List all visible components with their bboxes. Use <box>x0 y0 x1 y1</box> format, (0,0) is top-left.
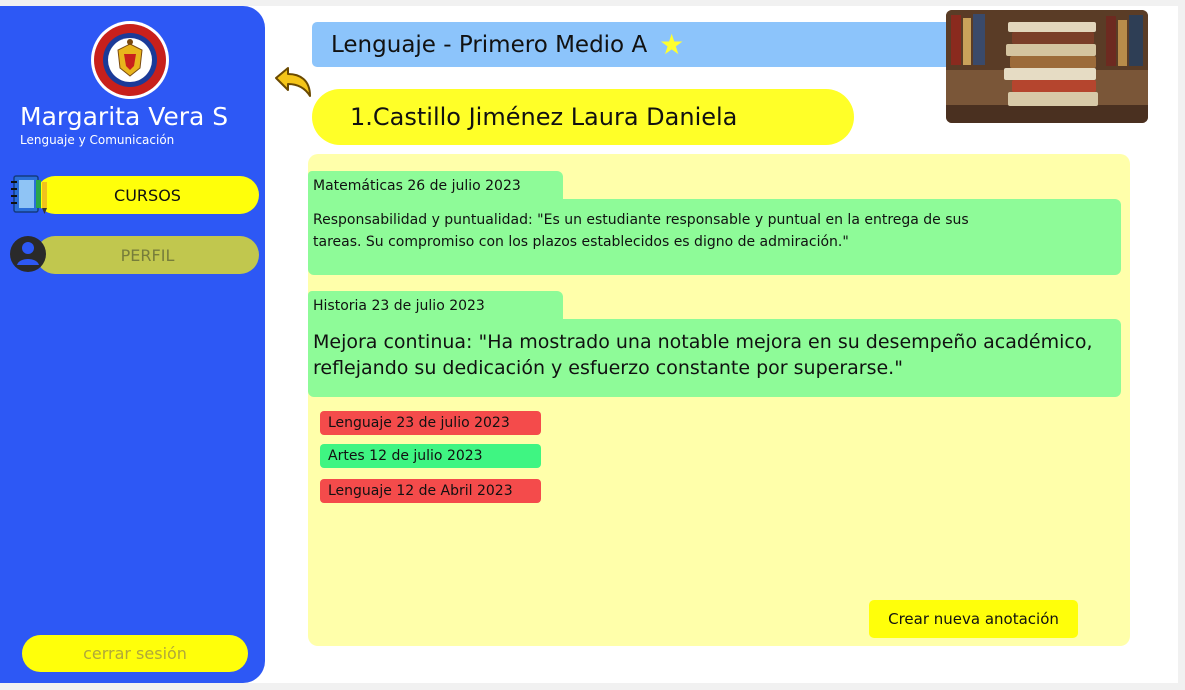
profile-button[interactable]: PERFIL <box>36 236 259 274</box>
notebook-pencil-icon <box>8 172 50 216</box>
books-image <box>946 10 1148 123</box>
note-tag-label: Lenguaje 23 de julio 2023 <box>328 415 510 431</box>
back-arrow-icon[interactable] <box>272 66 314 100</box>
sidebar <box>0 6 265 683</box>
note-text: Responsabilidad y puntualidad: "Es un estudiante responsable y puntual en la entrega de sus tareas. Su compromiso con los plazos establecidos es digno de admiración." <box>313 212 969 250</box>
note-tag-label: Artes 12 de julio 2023 <box>328 448 483 464</box>
note-card <box>308 319 1121 397</box>
student-name-banner <box>312 89 854 145</box>
note-tag[interactable] <box>320 479 541 503</box>
teacher-name: Margarita Vera S <box>20 102 229 131</box>
course-title: Lenguaje - Primero Medio A <box>331 31 648 58</box>
teacher-subject: Lenguaje y Comunicación <box>20 133 175 147</box>
nav-item-profile[interactable] <box>8 236 259 274</box>
school-logo <box>90 20 170 100</box>
note-tab[interactable] <box>308 291 563 321</box>
note-tab-label: Matemáticas 26 de julio 2023 <box>313 178 521 194</box>
note-tab-label: Historia 23 de julio 2023 <box>313 298 485 314</box>
note-tab[interactable] <box>308 171 563 201</box>
note-tag[interactable] <box>320 444 541 468</box>
note-tag[interactable] <box>320 411 541 435</box>
star-icon[interactable]: ★ <box>659 28 685 61</box>
note-text: Mejora continua: "Ha mostrado una notable mejora en su desempeño académico, reflejando su dedicación y esfuerzo constante por superarse." <box>313 331 1093 379</box>
note-tag-label: Lenguaje 12 de Abril 2023 <box>328 483 513 499</box>
nav-item-courses[interactable] <box>8 176 259 214</box>
create-note-button[interactable]: Crear nueva anotación <box>869 600 1078 638</box>
courses-button[interactable]: CURSOS <box>36 176 259 214</box>
logout-button[interactable]: cerrar sesión <box>22 635 248 672</box>
user-icon <box>8 232 48 276</box>
note-card <box>308 199 1121 275</box>
course-header <box>312 22 952 67</box>
student-name: 1.Castillo Jiménez Laura Daniela <box>350 103 738 131</box>
